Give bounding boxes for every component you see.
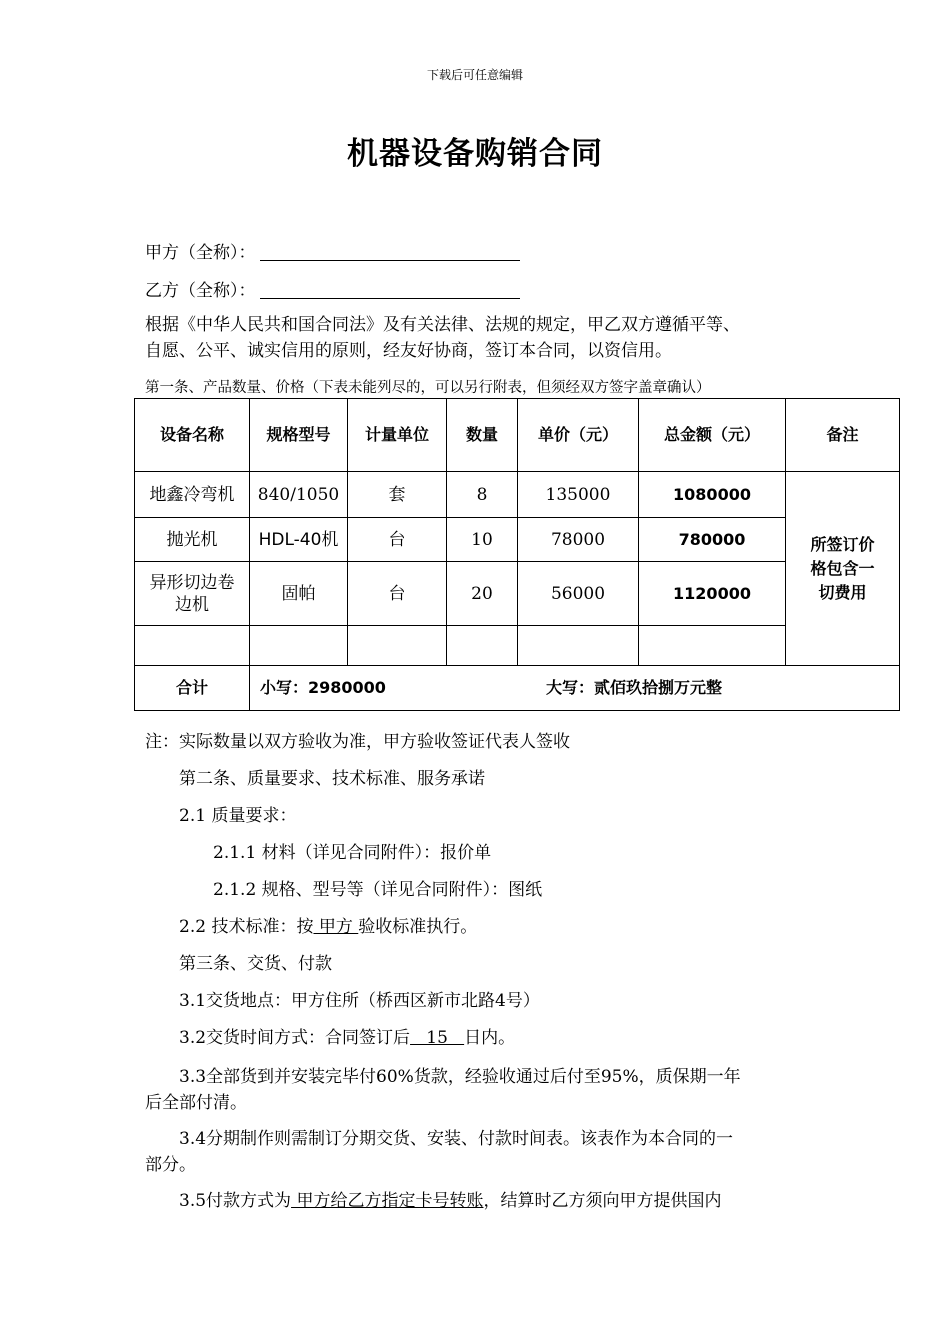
header-cell: 设备名称 <box>135 399 250 472</box>
table-note: 注：实际数量以双方验收为准，甲方验收签证代表人签收 <box>145 732 570 752</box>
section-3-5 <box>179 1186 721 1211</box>
cell-name-line: 边机 <box>175 594 209 615</box>
empty-cell <box>135 626 250 666</box>
section-3-5-filled: 甲方给乙方指定卡号转账 <box>291 1191 484 1211</box>
section-2-2 <box>179 912 477 937</box>
section-2-1: 2.1 质量要求： <box>179 806 297 826</box>
empty-cell <box>518 626 639 666</box>
cell-unit: 台 <box>348 562 447 626</box>
party-a-row <box>145 238 520 263</box>
cell-total: 1120000 <box>639 562 786 626</box>
party-a-blank-line <box>260 242 520 261</box>
cell-qty: 8 <box>447 472 518 518</box>
total-upper: 大写：贰佰玖拾捌万元整 <box>545 678 722 697</box>
table-total-row <box>135 666 900 711</box>
section-3-5-text-end: ，结算时乙方须向甲方提供国内 <box>483 1191 722 1211</box>
cell-model: HDL-40机 <box>250 518 348 562</box>
remark-line: 所签订价 <box>810 534 875 554</box>
party-b-label: 乙方（全称）： <box>145 281 256 301</box>
header-cell: 计量单位 <box>348 399 447 472</box>
empty-cell <box>447 626 518 666</box>
table-row <box>135 518 900 562</box>
cell-name-line: 异形切边卷 <box>149 572 235 593</box>
total-amount-cell <box>250 666 900 711</box>
empty-cell <box>250 626 348 666</box>
section-3-2-filled: 15 <box>410 1028 465 1048</box>
party-b-blank-line <box>260 280 520 299</box>
header-cell: 数量 <box>447 399 518 472</box>
cell-price: 56000 <box>518 562 639 626</box>
section-2-2-filled: 甲方 <box>313 917 359 937</box>
cell-model: 840/1050 <box>250 472 348 518</box>
section-3-2-text-end: 日内。 <box>464 1028 516 1048</box>
total-lower: 小写：2980000 <box>260 678 386 697</box>
article-2-heading: 第二条、质量要求、技术标准、服务承诺 <box>179 769 485 789</box>
header-note: 下载后可任意编辑 <box>426 68 523 82</box>
empty-cell <box>639 626 786 666</box>
header-cell: 单价（元） <box>518 399 639 472</box>
cell-name <box>135 562 250 626</box>
party-b-row <box>145 276 520 301</box>
goods-table <box>134 398 900 711</box>
intro-line-1: 根据《中华人民共和国合同法》及有关法律、法规的规定，甲乙双方遵循平等、 <box>145 315 740 335</box>
empty-cell <box>348 626 447 666</box>
cell-name: 抛光机 <box>135 518 250 562</box>
section-3-1: 3.1交货地点：甲方住所（桥西区新市北路4号） <box>179 991 540 1011</box>
cell-price: 135000 <box>518 472 639 518</box>
section-3-4-line-1: 3.4分期制作则需制订分期交货、安装、付款时间表。该表作为本合同的一 <box>179 1129 734 1149</box>
cell-price: 78000 <box>518 518 639 562</box>
header-cell: 总金额（元） <box>639 399 786 472</box>
section-2-2-text-end: 验收标准执行。 <box>358 917 478 937</box>
party-a-label: 甲方（全称）： <box>145 243 256 263</box>
remark-line: 格包含一 <box>810 558 875 578</box>
cell-unit: 台 <box>348 518 447 562</box>
header-cell: 备注 <box>786 399 900 472</box>
section-3-3-line-1: 3.3全部货到并安装完毕付60%货款，经验收通过后付至95%，质保期一年 <box>179 1067 741 1087</box>
total-label: 合计 <box>135 666 250 711</box>
section-3-3-line-2: 后全部付清。 <box>145 1093 247 1113</box>
remark-line: 切费用 <box>818 582 867 602</box>
section-3-2 <box>179 1023 515 1048</box>
section-3-5-text: 3.5付款方式为 <box>179 1191 292 1211</box>
table-header-row <box>135 399 900 472</box>
intro-line-2: 自愿、公平、诚实信用的原则，经友好协商，签订本合同，以资信用。 <box>145 341 672 361</box>
cell-model: 固帕 <box>250 562 348 626</box>
cell-total: 780000 <box>639 518 786 562</box>
table-row <box>135 562 900 626</box>
table-empty-row <box>135 626 900 666</box>
cell-qty: 10 <box>447 518 518 562</box>
article-1-heading: 第一条、产品数量、价格（下表未能列尽的，可以另行附表，但须经双方签字盖章确认） <box>145 380 711 396</box>
article-3-heading: 第三条、交货、付款 <box>179 954 332 974</box>
cell-qty: 20 <box>447 562 518 626</box>
document-title: 机器设备购销合同 <box>347 136 603 172</box>
table-row <box>135 472 900 518</box>
cell-name: 地鑫冷弯机 <box>135 472 250 518</box>
section-2-2-text: 2.2 技术标准：按 <box>179 917 314 937</box>
section-2-1-1: 2.1.1 材料（详见合同附件）：报价单 <box>213 843 492 863</box>
header-cell: 规格型号 <box>250 399 348 472</box>
cell-total: 1080000 <box>639 472 786 518</box>
section-3-2-text: 3.2交货时间方式：合同签订后 <box>179 1028 411 1048</box>
cell-unit: 套 <box>348 472 447 518</box>
section-2-1-2: 2.1.2 规格、型号等（详见合同附件）：图纸 <box>213 880 543 900</box>
section-3-4-line-2: 部分。 <box>145 1155 196 1175</box>
cell-remark <box>786 472 900 666</box>
